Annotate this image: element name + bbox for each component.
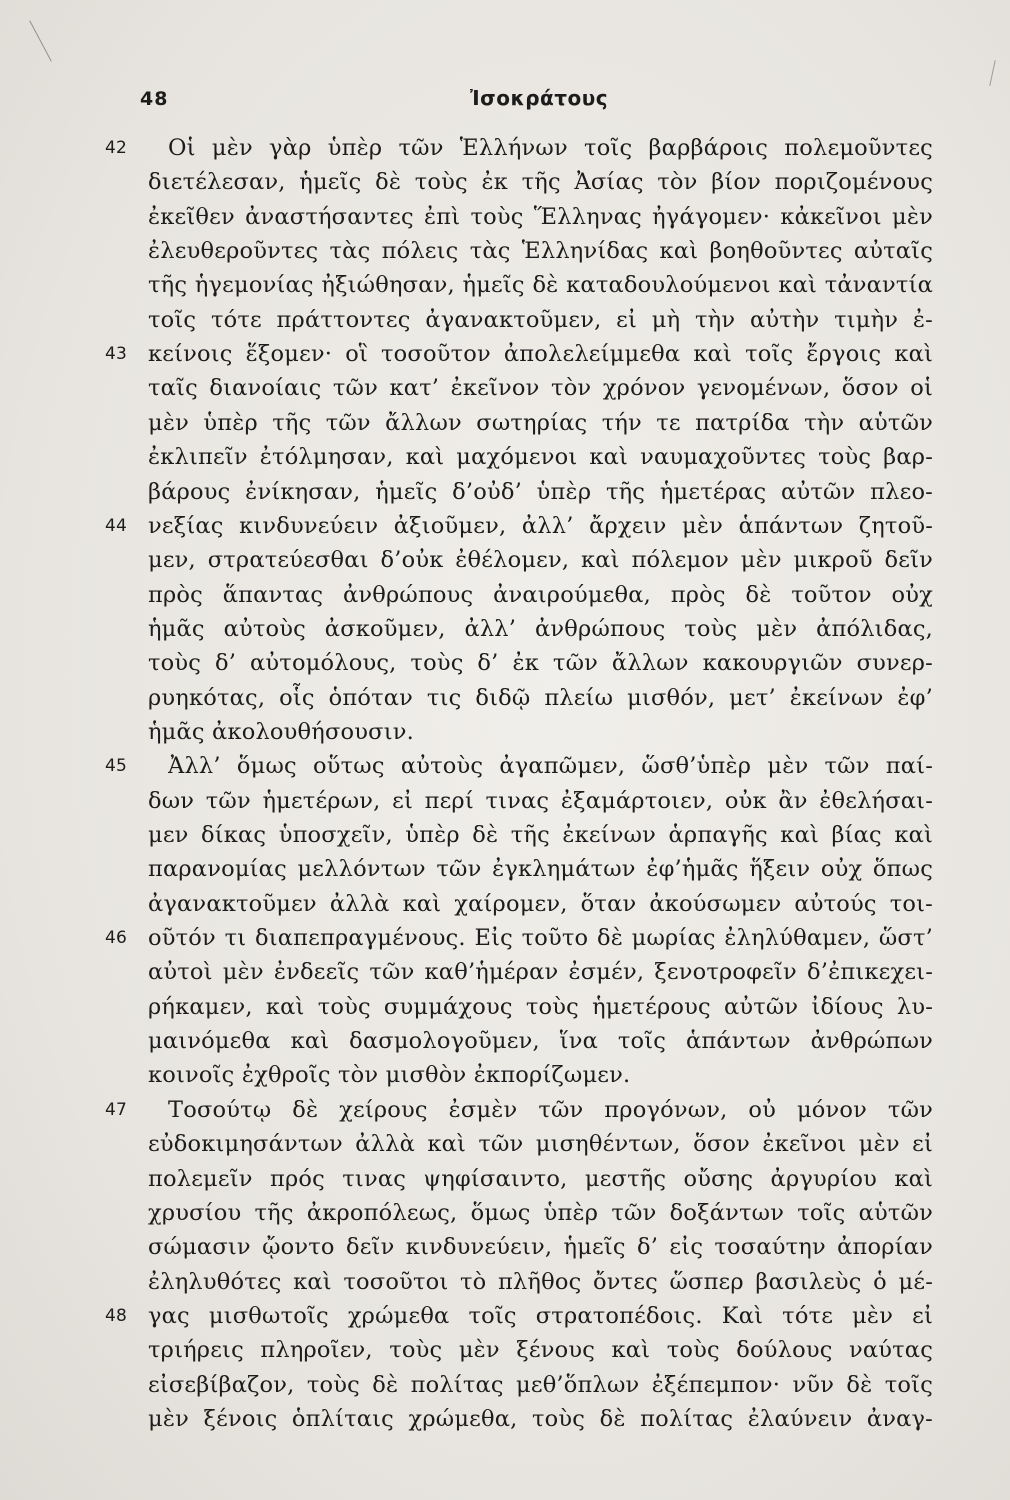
line-text: εὐδοκιμησάντων ἀλλὰ καὶ τῶν μισηθέντων, ὅσον ἐκεῖνοι μὲν εἰ (148, 1131, 933, 1157)
section-number: 47 (105, 1100, 128, 1120)
line-text: κείνοις ἕξομεν· οἳ τοσοῦτον ἀπολελείμμεθα καὶ τοῖς ἔργοις καὶ (148, 341, 933, 367)
section-number: 46 (105, 928, 128, 948)
line-text: δων τῶν ἡμετέρων, εἰ περί τινας ἐξαμάρτοιεν, οὐκ ἂν ἐθελήσαι- (148, 788, 933, 814)
line-text: αὐτοὶ μὲν ἐνδεεῖς τῶν καθ’ἡμέραν ἐσμέν, ξενοτροφεῖν δ’ἐπικεχει- (148, 959, 933, 985)
line-text: τῆς ἡγεμονίας ἠξιώθησαν, ἡμεῖς δὲ καταδουλούμενοι καὶ τἀναντία (148, 272, 933, 298)
line-text: ρυηκότας, οἷς ὁπόταν τις διδῷ πλείω μισθόν, μετ’ ἐκείνων ἐφ’ (148, 685, 933, 711)
line-text: Ἀλλ’ ὅμως οὕτως αὐτοὺς ἀγαπῶμεν, ὥσθ’ὑπὲρ μὲν τῶν παί- (168, 753, 933, 779)
section-number: 42 (105, 138, 128, 158)
line-text: πολεμεῖν πρός τινας ψηφίσαιντο, μεστῆς οὔσης ἀργυρίου καὶ (148, 1166, 933, 1192)
line-text: νεξίας κινδυνεύειν ἀξιοῦμεν, ἀλλ’ ἄρχειν μὲν ἁπάντων ζητοῦ- (148, 513, 933, 539)
section-number: 43 (105, 344, 128, 364)
line-text: ἐκεῖθεν ἀναστήσαντες ἐπὶ τοὺς Ἕλληνας ἠγάγομεν· κἀκεῖνοι μὲν (148, 204, 933, 230)
line-text: μαινόμεθα καὶ δασμολογοῦμεν, ἵνα τοῖς ἁπάντων ἀνθρώπων (148, 1028, 933, 1054)
line-text: ἐληλυθότες καὶ τοσοῦτοι τὸ πλῆθος ὄντες ὥσπερ βασιλεὺς ὁ μέ- (148, 1269, 933, 1295)
line-text: τοὺς δ’ αὐτομόλους, τοὺς δ’ ἐκ τῶν ἄλλων κακουργιῶν συνερ- (148, 650, 933, 676)
line-text: ρήκαμεν, καὶ τοὺς συμμάχους τοὺς ἡμετέρους αὐτῶν ἰδίους λυ- (148, 994, 933, 1020)
section-number: 45 (105, 756, 128, 776)
line-text: διετέλεσαν, ἡμεῖς δὲ τοὺς ἐκ τῆς Ἀσίας τὸν βίον ποριζομένους (148, 169, 933, 195)
corner-scratch-right (989, 60, 995, 86)
line-text: μὲν ὑπὲρ τῆς τῶν ἄλλων σωτηρίας τήν τε πατρίδα τὴν αὑτῶν (148, 410, 933, 436)
page-number: 48 (140, 88, 169, 110)
line-text: παρανομίας μελλόντων τῶν ἐγκλημάτων ἐφ’ἡμᾶς ἥξειν οὐχ ὅπως (148, 856, 933, 882)
line-text: Οἱ μὲν γὰρ ὑπὲρ τῶν Ἑλλήνων τοῖς βαρβάροις πολεμοῦντες (168, 135, 933, 161)
line-text: χρυσίου τῆς ἀκροπόλεως, ὅμως ὑπὲρ τῶν δοξάντων τοῖς αὑτῶν (148, 1200, 933, 1226)
line-text: κοινοῖς ἐχθροῖς τὸν μισθὸν ἐκπορίζωμεν. (148, 1062, 631, 1088)
line-text: μεν, στρατεύεσθαι δ’οὐκ ἐθέλομεν, καὶ πόλεμον μὲν μικροῦ δεῖν (148, 547, 933, 573)
line-text: Τοσούτῳ δὲ χείρους ἐσμὲν τῶν προγόνων, οὐ μόνον τῶν (168, 1097, 933, 1123)
line-text: πρὸς ἅπαντας ἀνθρώπους ἀναιρούμεθα, πρὸς δὲ τοῦτον οὐχ (148, 582, 933, 608)
running-title: Ἰσοκράτους (470, 86, 609, 110)
line-text: εἰσεβίβαζον, τοὺς δὲ πολίτας μεθ’ὅπλων ἐξέπεμπον· νῦν δὲ τοῖς (148, 1372, 933, 1398)
line-text: μεν δίκας ὑποσχεῖν, ὑπὲρ δὲ τῆς ἐκείνων ἁρπαγῆς καὶ βίας καὶ (148, 822, 933, 848)
line-text: γας μισθωτοῖς χρώμεθα τοῖς στρατοπέδοις. Καὶ τότε μὲν εἰ (148, 1303, 933, 1329)
corner-scratch-left (29, 20, 51, 61)
line-text: ἡμᾶς ἀκολουθήσουσιν. (148, 719, 414, 745)
section-number: 48 (105, 1306, 128, 1326)
line-text: οῦτόν τι διαπεπραγμένους. Εἰς τοῦτο δὲ μωρίας ἐληλύθαμεν, ὥστ’ (148, 925, 933, 951)
line-text: τοῖς τότε πράττοντες ἀγανακτοῦμεν, εἰ μὴ τὴν αὐτὴν τιμὴν ἐ- (148, 307, 933, 333)
line-text: τριήρεις πληροῖεν, τοὺς μὲν ξένους καὶ τοὺς δούλους ναύτας (148, 1337, 933, 1363)
line-text: ἐκλιπεῖν ἐτόλμησαν, καὶ μαχόμενοι καὶ ναυμαχοῦντες τοὺς βαρ- (148, 444, 933, 470)
line-text: βάρους ἐνίκησαν, ἡμεῖς δ’οὐδ’ ὑπὲρ τῆς ἡμετέρας αὐτῶν πλεο- (148, 479, 933, 505)
line-text: μὲν ξένοις ὁπλίταις χρώμεθα, τοὺς δὲ πολίτας ἐλαύνειν ἀναγ- (148, 1406, 933, 1432)
line-text: σώμασιν ᾤοντο δεῖν κινδυνεύειν, ἡμεῖς δ’ εἰς τοσαύτην ἀπορίαν (148, 1234, 933, 1260)
section-number: 44 (105, 516, 128, 536)
line-text: ἐλευθεροῦντες τὰς πόλεις τὰς Ἑλληνίδας καὶ βοηθοῦντες αὐταῖς (148, 238, 933, 264)
line-text: ἡμᾶς αὐτοὺς ἀσκοῦμεν, ἀλλ’ ἀνθρώπους τοὺς μὲν ἀπόλιδας, (148, 616, 933, 642)
line-text: ἀγανακτοῦμεν ἀλλὰ καὶ χαίρομεν, ὅταν ἀκούσωμεν αὐτούς τοι- (148, 891, 933, 917)
line-text: ταῖς διανοίαις τῶν κατ’ ἐκεῖνον τὸν χρόνον γενομένων, ὅσον οἱ (148, 375, 933, 401)
